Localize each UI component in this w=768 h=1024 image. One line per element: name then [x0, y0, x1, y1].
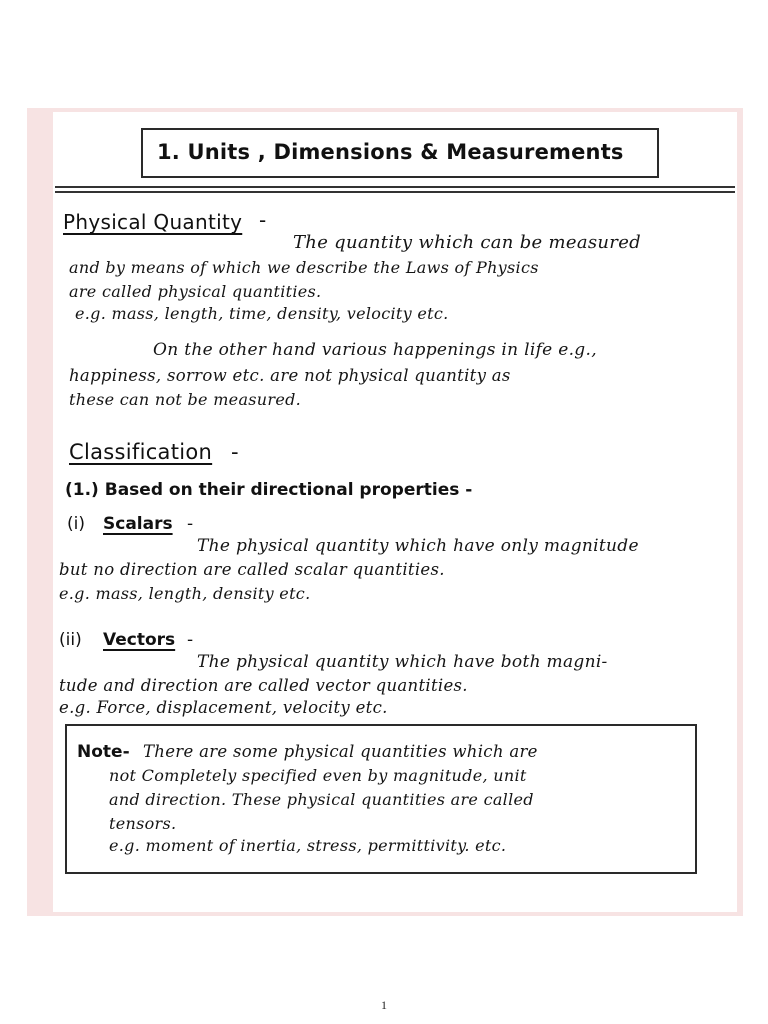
scalars-definition-line: The physical quantity which have only magnitude — [197, 536, 639, 556]
definition-line: are called physical quantities. — [69, 282, 322, 301]
note-example-line: e.g. moment of inertia, stress, permittivity. etc. — [109, 836, 507, 855]
notebook-page — [53, 112, 737, 912]
scalars-definition-line: but no direction are called scalar quantities. — [59, 560, 445, 579]
other-hand-line: happiness, sorrow etc. are not physical quantity as — [69, 366, 511, 385]
scalars-dash: - — [187, 514, 194, 534]
vectors-label: Vectors — [103, 630, 176, 650]
title-rule-bottom — [55, 191, 735, 193]
definition-line: and by means of which we describe the Laws of Physics — [69, 258, 539, 277]
vectors-definition-line: tude and direction are called vector quantities. — [59, 676, 468, 695]
classification-heading: Classification — [69, 440, 213, 464]
example-line: e.g. mass, length, time, density, velocity etc. — [75, 304, 449, 323]
other-hand-line: On the other hand various happenings in life e.g., — [153, 340, 597, 360]
note-line: not Completely specified even by magnitude, unit — [109, 766, 527, 785]
definition-line: The quantity which can be measured — [293, 232, 641, 253]
title-rule-top — [55, 186, 735, 188]
vectors-definition-line: The physical quantity which have both magni- — [197, 652, 608, 672]
classification-dash: - — [231, 440, 239, 464]
note-label: Note- — [77, 742, 130, 762]
note-line: tensors. — [109, 814, 177, 833]
note-line: and direction. These physical quantities are called — [109, 790, 534, 809]
scalars-marker: (i) — [67, 514, 85, 534]
physical-quantity-heading: Physical Quantity — [63, 210, 243, 234]
vectors-marker: (ii) — [59, 630, 82, 650]
physical-quantity-dash: - — [259, 208, 267, 232]
other-hand-line: these can not be measured. — [69, 390, 302, 409]
scalars-label: Scalars — [103, 514, 173, 534]
classification-basis: (1.) Based on their directional properties - — [65, 480, 473, 500]
vectors-dash: - — [187, 630, 194, 650]
note-line: There are some physical quantities which are — [143, 742, 538, 761]
vectors-example-line: e.g. Force, displacement, velocity etc. — [59, 698, 388, 717]
page-number: 1 — [381, 998, 387, 1012]
scalars-example-line: e.g. mass, length, density etc. — [59, 584, 311, 603]
page-title: 1. Units , Dimensions & Measurements — [157, 140, 624, 164]
